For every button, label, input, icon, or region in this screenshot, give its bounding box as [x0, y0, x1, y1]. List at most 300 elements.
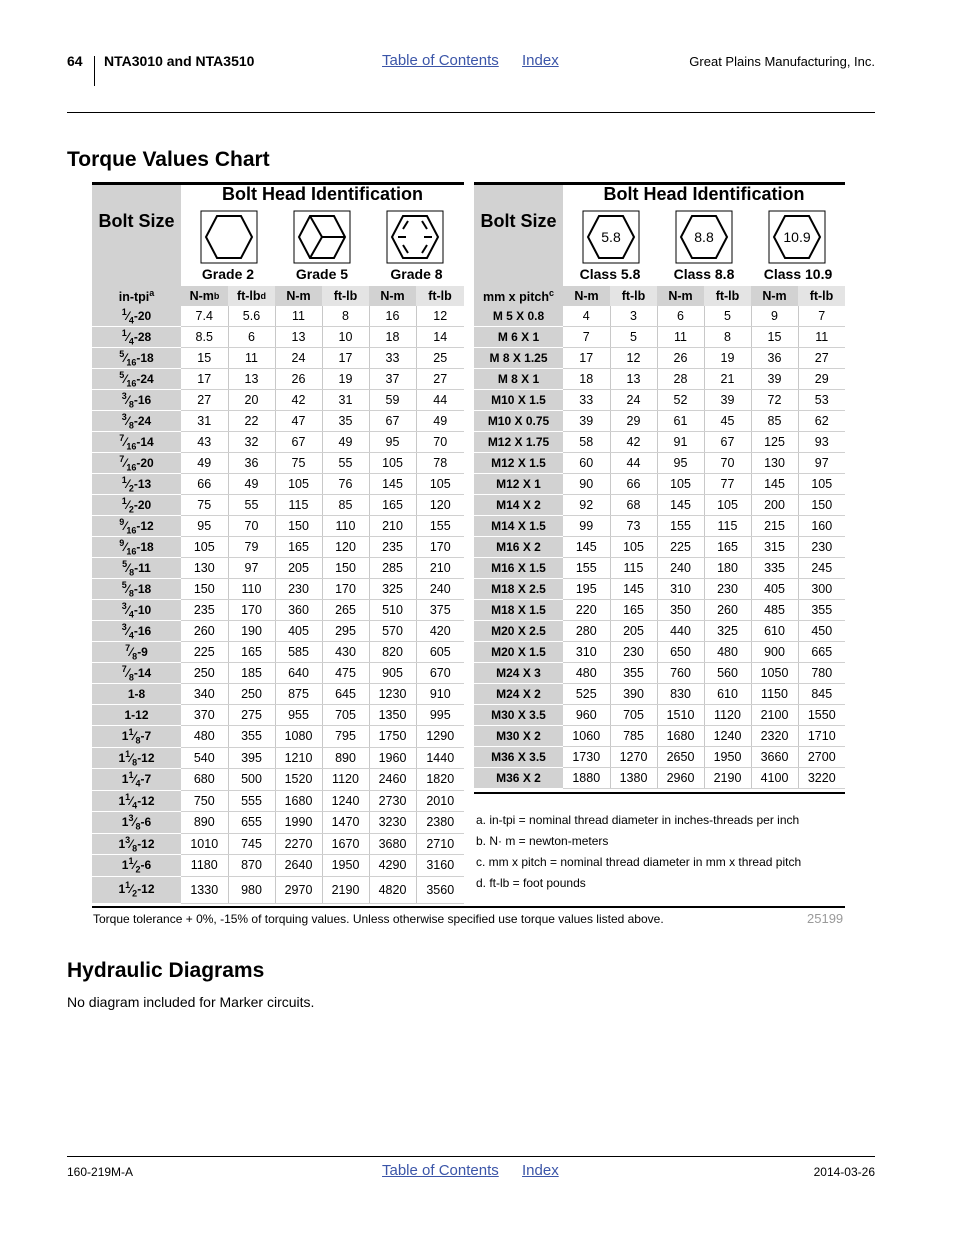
- torque-value-cell: 3680: [369, 833, 416, 855]
- torque-value-cell: 2970: [275, 876, 322, 903]
- bolt-size-cell: M36 X 3.5: [474, 747, 563, 768]
- torque-value-cell: 360: [275, 600, 322, 621]
- torque-value-cell: 120: [416, 495, 464, 516]
- index-link[interactable]: Index: [522, 52, 559, 69]
- class-8-8-mark: 8.8: [694, 229, 714, 245]
- torque-value-cell: 225: [181, 642, 228, 663]
- torque-value-cell: 230: [275, 579, 322, 600]
- torque-value-cell: 2730: [369, 790, 416, 812]
- torque-value-cell: 24: [275, 348, 322, 369]
- torque-value-cell: 85: [322, 495, 369, 516]
- torque-value-cell: 180: [704, 558, 751, 579]
- torque-value-cell: 7: [563, 327, 610, 348]
- grade-8-label: Grade 8: [390, 266, 443, 282]
- table-row: [474, 579, 845, 600]
- torque-value-cell: 1010: [181, 833, 228, 855]
- torque-value-cell: 73: [610, 516, 657, 537]
- torque-value-cell: 6: [228, 327, 275, 348]
- torque-value-cell: 4100: [751, 768, 798, 789]
- torque-value-cell: 19: [322, 369, 369, 390]
- bolt-size-cell: M 8 X 1: [474, 369, 563, 390]
- torque-value-cell: 99: [563, 516, 610, 537]
- bolt-size-cell: $^3⁄_4-10$: [92, 600, 181, 621]
- torque-value-cell: 53: [798, 390, 845, 411]
- torque-value-cell: 31: [322, 390, 369, 411]
- bolt-size-cell: $^3⁄_8-16$: [92, 390, 181, 411]
- torque-value-cell: 105: [416, 474, 464, 495]
- torque-value-cell: 325: [369, 579, 416, 600]
- grade-8-hex-icon: [386, 210, 444, 264]
- torque-value-cell: 39: [704, 390, 751, 411]
- torque-value-cell: 795: [322, 726, 369, 748]
- torque-value-cell: 845: [798, 684, 845, 705]
- torque-value-cell: 4820: [369, 876, 416, 903]
- torque-value-cell: 68: [610, 495, 657, 516]
- bolt-size-cell: M20 X 1.5: [474, 642, 563, 663]
- torque-value-cell: 280: [563, 621, 610, 642]
- table-row: [92, 558, 464, 579]
- bolt-size-cell: M18 X 2.5: [474, 579, 563, 600]
- class-10-9-mark: 10.9: [783, 229, 811, 245]
- bolt-size-cell: $^9⁄_{16}-18$: [92, 537, 181, 558]
- torque-value-cell: 245: [798, 558, 845, 579]
- torque-value-cell: 2650: [657, 747, 704, 768]
- torque-value-cell: 17: [322, 348, 369, 369]
- torque-value-cell: 32: [228, 432, 275, 453]
- torque-value-cell: 2700: [798, 747, 845, 768]
- torque-value-cell: 1670: [322, 833, 369, 855]
- torque-value-cell: 405: [751, 579, 798, 600]
- bolt-size-cell: $1^1⁄_4-7$: [92, 769, 181, 791]
- bolt-size-cell: M30 X 2: [474, 726, 563, 747]
- torque-value-cell: 39: [563, 411, 610, 432]
- left-unit-nm-3: N-m: [369, 286, 416, 306]
- torque-value-cell: 1470: [322, 812, 369, 834]
- torque-value-cell: 1080: [275, 726, 322, 748]
- torque-value-cell: 260: [704, 600, 751, 621]
- company-name: Great Plains Manufacturing, Inc.: [689, 54, 875, 69]
- bolt-size-cell: $^7⁄_8-9$: [92, 642, 181, 663]
- torque-value-cell: 36: [751, 348, 798, 369]
- footnote-a: a. in-tpi = nominal thread diameter in inches-threads per inch: [476, 813, 800, 827]
- torque-value-cell: 225: [657, 537, 704, 558]
- table-row: [92, 411, 464, 432]
- torque-value-cell: 11: [275, 306, 322, 327]
- torque-value-cell: 75: [181, 495, 228, 516]
- torque-value-cell: 165: [275, 537, 322, 558]
- grade-5-hex-icon: [293, 210, 351, 264]
- bolt-size-cell: $1^1⁄_8-12$: [92, 747, 181, 769]
- torque-value-cell: 980: [228, 876, 275, 903]
- torque-value-cell: 19: [704, 348, 751, 369]
- torque-value-cell: 150: [322, 558, 369, 579]
- torque-value-cell: 120: [322, 537, 369, 558]
- torque-value-cell: 1950: [322, 855, 369, 877]
- class-10-9-label: Class 10.9: [763, 266, 833, 282]
- class-5-8-label: Class 5.8: [579, 266, 641, 282]
- torque-value-cell: 25: [416, 348, 464, 369]
- torque-value-cell: 275: [228, 705, 275, 726]
- table-row: [92, 579, 464, 600]
- bolt-size-cell: $^5⁄_{16}-24$: [92, 369, 181, 390]
- table-row: [474, 474, 845, 495]
- torque-value-cell: 42: [610, 432, 657, 453]
- torque-value-cell: 61: [657, 411, 704, 432]
- torque-value-cell: 995: [416, 705, 464, 726]
- left-torque-table: [92, 306, 464, 904]
- torque-value-cell: 1680: [275, 790, 322, 812]
- torque-value-cell: 70: [416, 432, 464, 453]
- torque-value-cell: 910: [416, 684, 464, 705]
- table-row: [92, 705, 464, 726]
- torque-value-cell: 49: [181, 453, 228, 474]
- bolt-size-cell: $1^3⁄_8-6$: [92, 812, 181, 834]
- torque-value-cell: 1350: [369, 705, 416, 726]
- torque-value-cell: 67: [704, 432, 751, 453]
- torque-value-cell: 21: [704, 369, 751, 390]
- table-bottom-rule: [92, 906, 845, 908]
- torque-value-cell: 420: [416, 621, 464, 642]
- torque-value-cell: 610: [751, 621, 798, 642]
- left-unit-ftlb-1: ft-lb d: [228, 286, 275, 306]
- torque-value-cell: 200: [751, 495, 798, 516]
- bolt-size-cell: $^5⁄_8-18$: [92, 579, 181, 600]
- torque-value-cell: 49: [322, 432, 369, 453]
- torque-value-cell: 1750: [369, 726, 416, 748]
- torque-value-cell: 105: [704, 495, 751, 516]
- torque-value-cell: 12: [416, 306, 464, 327]
- torque-value-cell: 310: [657, 579, 704, 600]
- torque-value-cell: 170: [322, 579, 369, 600]
- torque-value-cell: 560: [704, 663, 751, 684]
- figure-id: 25199: [807, 911, 844, 926]
- torque-value-cell: 960: [563, 705, 610, 726]
- torque-value-cell: 95: [657, 453, 704, 474]
- bolt-size-cell: M12 X 1: [474, 474, 563, 495]
- torque-value-cell: 33: [563, 390, 610, 411]
- torque-value-cell: 105: [181, 537, 228, 558]
- torque-value-cell: 1290: [416, 726, 464, 748]
- torque-value-cell: 315: [751, 537, 798, 558]
- right-torque-table: [474, 306, 845, 789]
- torque-value-cell: 4290: [369, 855, 416, 877]
- torque-value-cell: 150: [798, 495, 845, 516]
- table-row: [474, 642, 845, 663]
- torque-value-cell: 43: [181, 432, 228, 453]
- torque-value-cell: 78: [416, 453, 464, 474]
- bolt-size-cell: M10 X 0.75: [474, 411, 563, 432]
- bolt-size-cell: M16 X 1.5: [474, 558, 563, 579]
- table-row: [474, 432, 845, 453]
- right-unit-ftlb-1: ft-lb: [610, 286, 657, 306]
- bolt-size-cell: M36 X 2: [474, 768, 563, 789]
- torque-value-cell: 10: [322, 327, 369, 348]
- torque-value-cell: 295: [322, 621, 369, 642]
- torque-value-cell: 1060: [563, 726, 610, 747]
- torque-value-cell: 1120: [322, 769, 369, 791]
- torque-value-cell: 59: [369, 390, 416, 411]
- torque-tolerance-note: Torque tolerance + 0%, -15% of torquing values. Unless otherwise specified use torque values listed above.: [93, 912, 664, 926]
- torque-value-cell: 60: [563, 453, 610, 474]
- torque-value-cell: 375: [416, 600, 464, 621]
- torque-value-cell: 205: [275, 558, 322, 579]
- torque-value-cell: 85: [751, 411, 798, 432]
- table-row: [474, 495, 845, 516]
- torque-value-cell: 240: [657, 558, 704, 579]
- right-unit-nm-1: N-m: [563, 286, 610, 306]
- torque-value-cell: 150: [181, 579, 228, 600]
- torque-value-cell: 650: [657, 642, 704, 663]
- torque-value-cell: 1050: [751, 663, 798, 684]
- torque-value-cell: 55: [322, 453, 369, 474]
- torque-value-cell: 18: [563, 369, 610, 390]
- bolt-size-cell: M12 X 1.5: [474, 453, 563, 474]
- left-bolt-head-heading: Bolt Head Identification: [221, 184, 423, 204]
- torque-value-cell: 13: [228, 369, 275, 390]
- torque-value-cell: 3560: [416, 876, 464, 903]
- torque-value-cell: 1960: [369, 747, 416, 769]
- torque-value-cell: 405: [275, 621, 322, 642]
- table-row: [474, 768, 845, 789]
- table-row: [92, 516, 464, 537]
- torque-value-cell: 475: [322, 663, 369, 684]
- torque-value-cell: 5: [704, 306, 751, 327]
- torque-value-cell: 130: [181, 558, 228, 579]
- torque-value-cell: 33: [369, 348, 416, 369]
- torque-value-cell: 105: [657, 474, 704, 495]
- torque-value-cell: 370: [181, 705, 228, 726]
- torque-value-cell: 95: [181, 516, 228, 537]
- torque-value-cell: 390: [610, 684, 657, 705]
- torque-value-cell: 6: [657, 306, 704, 327]
- torque-value-cell: 215: [751, 516, 798, 537]
- torque-value-cell: 210: [369, 516, 416, 537]
- torque-value-cell: 1180: [181, 855, 228, 877]
- bolt-size-cell: M20 X 2.5: [474, 621, 563, 642]
- torque-value-cell: 610: [704, 684, 751, 705]
- right-unit-nm-3: N-m: [751, 286, 798, 306]
- torque-value-cell: 150: [275, 516, 322, 537]
- torque-value-cell: 28: [657, 369, 704, 390]
- torque-value-cell: 145: [610, 579, 657, 600]
- torque-value-cell: 185: [228, 663, 275, 684]
- bolt-size-cell: $^3⁄_8-24$: [92, 411, 181, 432]
- table-row: [92, 390, 464, 411]
- torque-value-cell: 1210: [275, 747, 322, 769]
- table-row: [474, 600, 845, 621]
- right-bolt-head-heading: Bolt Head Identification: [603, 184, 805, 204]
- torque-value-cell: 325: [704, 621, 751, 642]
- table-row: [92, 600, 464, 621]
- right-bolt-size-label: Bolt Size: [480, 211, 557, 231]
- torque-value-cell: 1550: [798, 705, 845, 726]
- torque-value-cell: 2010: [416, 790, 464, 812]
- left-size-unit: in-tpi$^a$: [118, 288, 155, 305]
- bolt-size-cell: $^1⁄_4-20$: [92, 306, 181, 327]
- table-row: [92, 453, 464, 474]
- torque-value-cell: 1240: [704, 726, 751, 747]
- torque-value-cell: 480: [704, 642, 751, 663]
- bolt-size-cell: $^7⁄_{16}-14$: [92, 432, 181, 453]
- torque-value-cell: 250: [181, 663, 228, 684]
- torque-value-cell: 1710: [798, 726, 845, 747]
- torque-value-cell: 1680: [657, 726, 704, 747]
- torque-value-cell: 2190: [322, 876, 369, 903]
- table-row: [92, 855, 464, 877]
- torque-value-cell: 58: [563, 432, 610, 453]
- torque-value-cell: 2190: [704, 768, 751, 789]
- torque-value-cell: 555: [228, 790, 275, 812]
- footer-toc-link[interactable]: Table of Contents: [382, 1162, 499, 1179]
- torque-value-cell: 31: [181, 411, 228, 432]
- table-row: [474, 306, 845, 327]
- table-row: [92, 495, 464, 516]
- torque-value-cell: 820: [369, 642, 416, 663]
- class-8-8-label: Class 8.8: [673, 266, 735, 282]
- torque-value-cell: 27: [798, 348, 845, 369]
- table-row: [92, 348, 464, 369]
- torque-value-cell: 66: [181, 474, 228, 495]
- torque-value-cell: 265: [322, 600, 369, 621]
- torque-value-cell: 22: [228, 411, 275, 432]
- torque-value-cell: 395: [228, 747, 275, 769]
- torque-value-cell: 340: [181, 684, 228, 705]
- torque-value-cell: 355: [798, 600, 845, 621]
- table-row: [92, 663, 464, 684]
- table-row: [474, 453, 845, 474]
- table-row: [474, 537, 845, 558]
- torque-value-cell: 49: [416, 411, 464, 432]
- bolt-size-cell: M12 X 1.75: [474, 432, 563, 453]
- torque-value-cell: 220: [563, 600, 610, 621]
- torque-value-cell: 210: [416, 558, 464, 579]
- table-row: [92, 833, 464, 855]
- bolt-size-cell: M24 X 3: [474, 663, 563, 684]
- footer-rule: [67, 1156, 875, 1157]
- left-bolt-size-label: Bolt Size: [98, 211, 175, 231]
- footer-doc-number: 160-219M-A: [67, 1165, 134, 1179]
- grade-5-label: Grade 5: [295, 266, 349, 282]
- torque-value-cell: 11: [798, 327, 845, 348]
- torque-value-cell: 1880: [563, 768, 610, 789]
- torque-value-cell: 230: [610, 642, 657, 663]
- torque-value-cell: 115: [610, 558, 657, 579]
- torque-value-cell: 97: [228, 558, 275, 579]
- left-unit-nm-2: N-m: [275, 286, 322, 306]
- torque-value-cell: 900: [751, 642, 798, 663]
- table-row: [92, 327, 464, 348]
- bolt-size-cell: $1^1⁄_8-7$: [92, 726, 181, 748]
- torque-value-cell: 355: [610, 663, 657, 684]
- torque-value-cell: 355: [228, 726, 275, 748]
- torque-value-cell: 2710: [416, 833, 464, 855]
- left-units-row: [181, 286, 464, 306]
- toc-link[interactable]: Table of Contents: [382, 52, 499, 69]
- class-5-8-hex-icon: [582, 210, 640, 264]
- table-row: [474, 684, 845, 705]
- torque-value-cell: 430: [322, 642, 369, 663]
- table-row: [92, 769, 464, 791]
- torque-value-cell: 27: [181, 390, 228, 411]
- torque-value-cell: 480: [181, 726, 228, 748]
- left-unit-ftlb-2: ft-lb: [322, 286, 369, 306]
- footnote-d: d. ft-lb = foot pounds: [476, 876, 586, 890]
- bolt-size-cell: M14 X 1.5: [474, 516, 563, 537]
- bolt-size-cell: M18 X 1.5: [474, 600, 563, 621]
- bolt-size-cell: M14 X 2: [474, 495, 563, 516]
- torque-value-cell: 585: [275, 642, 322, 663]
- torque-value-cell: 145: [751, 474, 798, 495]
- torque-value-cell: 1120: [704, 705, 751, 726]
- table-row: [474, 516, 845, 537]
- torque-value-cell: 36: [228, 453, 275, 474]
- torque-value-cell: 655: [228, 812, 275, 834]
- footer-index-link[interactable]: Index: [522, 1162, 559, 1179]
- torque-value-cell: 155: [563, 558, 610, 579]
- bolt-size-cell: $^3⁄_4-16$: [92, 621, 181, 642]
- torque-value-cell: 4: [563, 306, 610, 327]
- table-row: [92, 306, 464, 327]
- table-row: [92, 621, 464, 642]
- torque-value-cell: 9: [751, 306, 798, 327]
- torque-value-cell: 1820: [416, 769, 464, 791]
- left-unit-ftlb-3: ft-lb: [416, 286, 464, 306]
- torque-value-cell: 955: [275, 705, 322, 726]
- torque-value-cell: 300: [798, 579, 845, 600]
- table-row: [92, 747, 464, 769]
- torque-value-cell: 160: [798, 516, 845, 537]
- table-row: [474, 705, 845, 726]
- bolt-size-cell: $^1⁄_4-28$: [92, 327, 181, 348]
- torque-value-cell: 870: [228, 855, 275, 877]
- torque-value-cell: 170: [416, 537, 464, 558]
- torque-value-cell: 105: [798, 474, 845, 495]
- torque-value-cell: 2640: [275, 855, 322, 877]
- bolt-size-cell: $^5⁄_8-11$: [92, 558, 181, 579]
- torque-value-cell: 440: [657, 621, 704, 642]
- torque-value-cell: 66: [610, 474, 657, 495]
- bolt-size-cell: $1^3⁄_8-12$: [92, 833, 181, 855]
- torque-value-cell: 2320: [751, 726, 798, 747]
- torque-value-cell: 480: [563, 663, 610, 684]
- header-rule: [67, 112, 875, 113]
- table-row: [474, 369, 845, 390]
- table-row: [474, 726, 845, 747]
- torque-value-cell: 35: [322, 411, 369, 432]
- torque-value-cell: 16: [369, 306, 416, 327]
- torque-value-cell: 8: [704, 327, 751, 348]
- torque-value-cell: 1330: [181, 876, 228, 903]
- right-unit-nm-2: N-m: [657, 286, 704, 306]
- torque-value-cell: 1440: [416, 747, 464, 769]
- torque-value-cell: 2100: [751, 705, 798, 726]
- torque-value-cell: 14: [416, 327, 464, 348]
- bolt-size-cell: $^9⁄_{16}-12$: [92, 516, 181, 537]
- torque-value-cell: 165: [610, 600, 657, 621]
- hydraulic-section-title: Hydraulic Diagrams: [67, 959, 265, 982]
- torque-value-cell: 1730: [563, 747, 610, 768]
- class-10-9-hex-icon: [768, 210, 826, 264]
- torque-value-cell: 1150: [751, 684, 798, 705]
- torque-value-cell: 145: [563, 537, 610, 558]
- torque-value-cell: 230: [798, 537, 845, 558]
- right-units-row: [563, 286, 845, 306]
- torque-value-cell: 1950: [704, 747, 751, 768]
- table-row: [92, 537, 464, 558]
- torque-value-cell: 17: [181, 369, 228, 390]
- torque-value-cell: 1270: [610, 747, 657, 768]
- torque-value-cell: 145: [369, 474, 416, 495]
